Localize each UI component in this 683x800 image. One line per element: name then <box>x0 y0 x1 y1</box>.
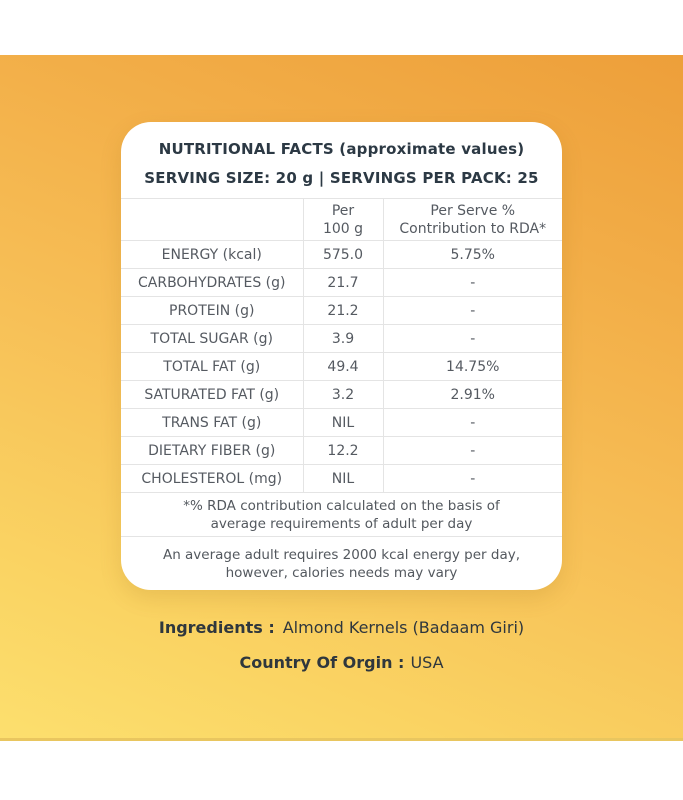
nutrient-label: TRANS FAT (g) <box>121 409 303 437</box>
calorie-note <box>121 537 562 590</box>
country-label: Country Of Orgin : <box>239 653 405 672</box>
ingredients-line <box>0 617 683 639</box>
nutrient-label: PROTEIN (g) <box>121 297 303 325</box>
serving-size-line: SERVING SIZE: 20 g | SERVINGS PER PACK: 25 <box>144 169 539 187</box>
country-value: USA <box>410 653 444 672</box>
nutrient-per-100g: 575.0 <box>303 241 383 269</box>
table-row-cholesterol <box>121 465 562 493</box>
header-per-100g-line1: Per <box>331 202 355 219</box>
nutrient-per-100g: NIL <box>303 465 383 493</box>
table-header-row <box>121 199 562 241</box>
nutrient-per-100g: 3.2 <box>303 381 383 409</box>
nutrient-rda: - <box>383 409 562 437</box>
notes-section <box>121 493 562 590</box>
nutrient-rda: - <box>383 297 562 325</box>
nutrient-label: CARBOHYDRATES (g) <box>121 269 303 297</box>
rda-note <box>121 493 562 537</box>
table-row-trans-fat <box>121 409 562 437</box>
nutrient-label: ENERGY (kcal) <box>121 241 303 269</box>
nutrient-rda: - <box>383 325 562 353</box>
header-rda <box>383 199 562 241</box>
header-rda-line2: Contribution to RDA* <box>399 220 547 237</box>
table-row-dietary-fiber <box>121 437 562 465</box>
nutrient-label: DIETARY FIBER (g) <box>121 437 303 465</box>
nutrient-label: CHOLESTEROL (mg) <box>121 465 303 493</box>
nutrient-per-100g: 12.2 <box>303 437 383 465</box>
ingredients-label: Ingredients : <box>158 618 275 637</box>
nutrition-table <box>121 198 562 493</box>
country-of-origin-line <box>0 652 683 674</box>
table-row-saturated-fat <box>121 381 562 409</box>
header-nutrient-blank <box>121 199 303 241</box>
table-row-carbohydrates <box>121 269 562 297</box>
rda-note-text: *% RDA contribution calculated on the basis of average requirements of adult per day <box>183 497 500 532</box>
nutrient-rda: 14.75% <box>383 353 562 381</box>
nutrient-per-100g: NIL <box>303 409 383 437</box>
nutrition-facts-card <box>121 122 562 590</box>
nutrient-per-100g: 3.9 <box>303 325 383 353</box>
table-row-protein <box>121 297 562 325</box>
header-per-100g-line2: 100 g <box>322 220 364 237</box>
nutrient-rda: - <box>383 269 562 297</box>
table-row-energy <box>121 241 562 269</box>
nutrient-label: TOTAL FAT (g) <box>121 353 303 381</box>
nutrient-label: TOTAL SUGAR (g) <box>121 325 303 353</box>
nutrient-rda: 2.91% <box>383 381 562 409</box>
nutrient-per-100g: 21.2 <box>303 297 383 325</box>
header-rda-line1: Per Serve % <box>430 202 516 219</box>
card-header <box>121 122 562 188</box>
nutrient-rda: 5.75% <box>383 241 562 269</box>
header-per-100g <box>303 199 383 241</box>
nutrition-facts-title: NUTRITIONAL FACTS (approximate values) <box>158 140 525 158</box>
nutrient-per-100g: 49.4 <box>303 353 383 381</box>
table-row-total-fat <box>121 353 562 381</box>
ingredients-value: Almond Kernels (Badaam Giri) <box>282 618 525 637</box>
nutrient-rda: - <box>383 437 562 465</box>
nutrient-label: SATURATED FAT (g) <box>121 381 303 409</box>
nutrient-rda: - <box>383 465 562 493</box>
table-row-total-sugar <box>121 325 562 353</box>
nutrient-per-100g: 21.7 <box>303 269 383 297</box>
calorie-note-text: An average adult requires 2000 kcal energy per day, however, calories needs may vary <box>162 547 521 581</box>
